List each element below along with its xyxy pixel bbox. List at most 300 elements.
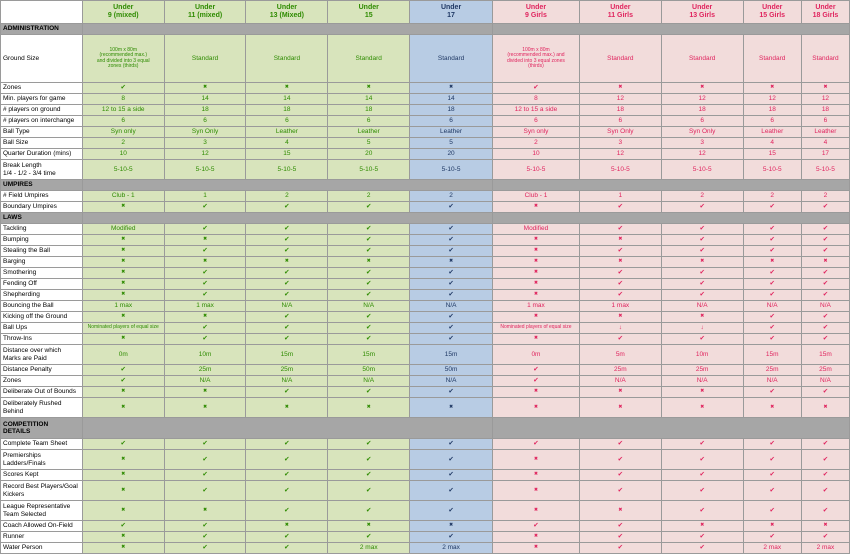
table-cell: 50m bbox=[410, 365, 493, 376]
check-icon: ✔ bbox=[492, 376, 579, 387]
table-cell: Standard bbox=[743, 35, 801, 83]
check-icon: ✔ bbox=[661, 481, 743, 501]
rules-table-body bbox=[1, 1, 850, 554]
table-cell: 25m bbox=[801, 365, 849, 376]
check-icon: ✔ bbox=[246, 543, 328, 554]
check-icon: ✔ bbox=[801, 202, 849, 213]
cross-icon: ✖ bbox=[410, 398, 493, 418]
row-label: Zones bbox=[1, 376, 83, 387]
table-cell: Club - 1 bbox=[82, 191, 164, 202]
check-icon: ✔ bbox=[743, 268, 801, 279]
row-label: Barging bbox=[1, 257, 83, 268]
cross-icon: ✖ bbox=[661, 83, 743, 94]
row-label: Bumping bbox=[1, 235, 83, 246]
table-cell: 12 bbox=[661, 149, 743, 160]
check-icon: ✔ bbox=[743, 202, 801, 213]
check-icon: ✔ bbox=[82, 83, 164, 94]
check-icon: ✔ bbox=[164, 532, 246, 543]
table-cell: Syn only bbox=[82, 127, 164, 138]
check-icon: ✔ bbox=[328, 202, 410, 213]
section-title: UMPIRES bbox=[1, 180, 83, 191]
table-cell: 5-10-5 bbox=[661, 160, 743, 180]
row-label: Complete Team Sheet bbox=[1, 439, 83, 450]
column-header: Under 9 Girls bbox=[492, 1, 579, 24]
check-icon: ✔ bbox=[579, 439, 661, 450]
cross-icon: ✖ bbox=[492, 257, 579, 268]
check-icon: ✔ bbox=[579, 279, 661, 290]
table-cell: N/A bbox=[579, 376, 661, 387]
check-icon: ✔ bbox=[801, 235, 849, 246]
cross-icon: ✖ bbox=[410, 83, 493, 94]
row-label: Fending Off bbox=[1, 279, 83, 290]
cross-icon: ✖ bbox=[82, 387, 164, 398]
table-cell: 18 bbox=[246, 105, 328, 116]
table-row bbox=[1, 105, 850, 116]
table-cell: 3 bbox=[579, 138, 661, 149]
table-cell: 8 bbox=[492, 94, 579, 105]
cross-icon: ✖ bbox=[164, 312, 246, 323]
check-icon: ✔ bbox=[246, 501, 328, 521]
cross-icon: ✖ bbox=[246, 83, 328, 94]
table-cell: 20 bbox=[328, 149, 410, 160]
row-label: Premierships Ladders/Finals bbox=[1, 450, 83, 470]
cross-icon: ✖ bbox=[328, 257, 410, 268]
cross-icon: ✖ bbox=[579, 501, 661, 521]
cross-icon: ✖ bbox=[410, 521, 493, 532]
table-cell: Standard bbox=[661, 35, 743, 83]
check-icon: ✔ bbox=[410, 268, 493, 279]
table-row bbox=[1, 149, 850, 160]
section-band bbox=[492, 213, 849, 224]
cross-icon: ✖ bbox=[82, 532, 164, 543]
check-icon: ✔ bbox=[492, 83, 579, 94]
section-band bbox=[492, 418, 849, 439]
table-cell: Leather bbox=[410, 127, 493, 138]
table-row bbox=[1, 301, 850, 312]
check-icon: ✔ bbox=[661, 279, 743, 290]
check-icon: ✔ bbox=[328, 235, 410, 246]
table-row bbox=[1, 279, 850, 290]
check-icon: ✔ bbox=[164, 543, 246, 554]
row-label: # players on ground bbox=[1, 105, 83, 116]
check-icon: ✔ bbox=[743, 387, 801, 398]
table-cell: 14 bbox=[328, 94, 410, 105]
table-cell: Standard bbox=[801, 35, 849, 83]
cross-icon: ✖ bbox=[82, 257, 164, 268]
table-row bbox=[1, 94, 850, 105]
table-cell: 25m bbox=[164, 365, 246, 376]
cross-icon: ✖ bbox=[492, 398, 579, 418]
table-row bbox=[1, 202, 850, 213]
table-row bbox=[1, 387, 850, 398]
column-header: Under 13 (Mixed) bbox=[246, 1, 328, 24]
cross-icon: ✖ bbox=[579, 257, 661, 268]
cross-icon: ✖ bbox=[801, 521, 849, 532]
check-icon: ✔ bbox=[164, 439, 246, 450]
check-icon: ✔ bbox=[328, 387, 410, 398]
check-icon: ✔ bbox=[246, 481, 328, 501]
table-cell: Modified bbox=[492, 224, 579, 235]
column-header: Under 15 Girls bbox=[743, 1, 801, 24]
check-icon: ✔ bbox=[164, 279, 246, 290]
cross-icon: ✖ bbox=[492, 268, 579, 279]
check-icon: ✔ bbox=[661, 450, 743, 470]
table-row bbox=[1, 268, 850, 279]
table-cell: 6 bbox=[328, 116, 410, 127]
table-row bbox=[1, 312, 850, 323]
cross-icon: ✖ bbox=[328, 521, 410, 532]
table-cell: 14 bbox=[410, 94, 493, 105]
table-cell: N/A bbox=[164, 376, 246, 387]
cross-icon: ✖ bbox=[743, 83, 801, 94]
table-cell: 5-10-5 bbox=[164, 160, 246, 180]
table-cell: Syn Only bbox=[164, 127, 246, 138]
cross-icon: ✖ bbox=[410, 257, 493, 268]
table-row bbox=[1, 191, 850, 202]
table-cell: 18 bbox=[579, 105, 661, 116]
table-cell: 6 bbox=[801, 116, 849, 127]
table-cell: 1 max bbox=[492, 301, 579, 312]
check-icon: ✔ bbox=[492, 521, 579, 532]
table-cell: Syn Only bbox=[661, 127, 743, 138]
check-icon: ✔ bbox=[246, 323, 328, 334]
check-icon: ✔ bbox=[579, 521, 661, 532]
cross-icon: ✖ bbox=[661, 398, 743, 418]
row-label: Ball Size bbox=[1, 138, 83, 149]
table-cell: 15m bbox=[328, 345, 410, 365]
row-label: Record Best Players/Goal Kickers bbox=[1, 481, 83, 501]
check-icon: ✔ bbox=[743, 334, 801, 345]
section-band bbox=[82, 213, 492, 224]
table-row bbox=[1, 224, 850, 235]
check-icon: ✔ bbox=[410, 439, 493, 450]
row-label: Coach Allowed On-Field bbox=[1, 521, 83, 532]
table-cell: N/A bbox=[410, 376, 493, 387]
table-cell: Nominated players of equal size bbox=[82, 323, 164, 334]
table-cell: 5-10-5 bbox=[328, 160, 410, 180]
check-icon: ✔ bbox=[410, 279, 493, 290]
row-label: League Representative Team Selected bbox=[1, 501, 83, 521]
check-icon: ✔ bbox=[743, 290, 801, 301]
check-icon: ✔ bbox=[801, 290, 849, 301]
check-icon: ✔ bbox=[82, 439, 164, 450]
check-icon: ✔ bbox=[801, 501, 849, 521]
table-cell: Standard bbox=[579, 35, 661, 83]
table-cell: 2 max bbox=[410, 543, 493, 554]
table-cell: 6 bbox=[661, 116, 743, 127]
check-icon: ✔ bbox=[743, 501, 801, 521]
check-icon: ✔ bbox=[328, 450, 410, 470]
table-row bbox=[1, 257, 850, 268]
check-icon: ✔ bbox=[492, 365, 579, 376]
table-cell: 18 bbox=[328, 105, 410, 116]
cross-icon: ✖ bbox=[492, 532, 579, 543]
section-band bbox=[82, 180, 492, 191]
cross-icon: ✖ bbox=[801, 257, 849, 268]
check-icon: ✔ bbox=[801, 334, 849, 345]
table-cell: 1 max bbox=[164, 301, 246, 312]
table-cell: N/A bbox=[661, 376, 743, 387]
table-cell: 10m bbox=[661, 345, 743, 365]
row-label: Kicking off the Ground bbox=[1, 312, 83, 323]
arrow-down-icon: ↓ bbox=[661, 323, 743, 334]
row-label: Deliberate Out of Bounds bbox=[1, 387, 83, 398]
table-row bbox=[1, 521, 850, 532]
check-icon: ✔ bbox=[661, 224, 743, 235]
section-title: COMPETITION DETAILS bbox=[1, 418, 83, 439]
check-icon: ✔ bbox=[801, 532, 849, 543]
table-cell: Syn Only bbox=[579, 127, 661, 138]
row-label: # players on interchange bbox=[1, 116, 83, 127]
check-icon: ✔ bbox=[579, 268, 661, 279]
cross-icon: ✖ bbox=[246, 257, 328, 268]
table-cell: 6 bbox=[579, 116, 661, 127]
check-icon: ✔ bbox=[801, 387, 849, 398]
table-cell: 0m bbox=[82, 345, 164, 365]
check-icon: ✔ bbox=[246, 202, 328, 213]
table-cell: 1 bbox=[164, 191, 246, 202]
table-cell: Syn only bbox=[492, 127, 579, 138]
section-band bbox=[82, 418, 492, 439]
check-icon: ✔ bbox=[328, 439, 410, 450]
section-header bbox=[1, 213, 850, 224]
table-cell: N/A bbox=[410, 301, 493, 312]
section-title: LAWS bbox=[1, 213, 83, 224]
arrow-down-icon: ↓ bbox=[579, 323, 661, 334]
table-cell: 18 bbox=[801, 105, 849, 116]
cross-icon: ✖ bbox=[492, 450, 579, 470]
cross-icon: ✖ bbox=[492, 334, 579, 345]
check-icon: ✔ bbox=[579, 224, 661, 235]
table-cell: 18 bbox=[164, 105, 246, 116]
check-icon: ✔ bbox=[579, 334, 661, 345]
check-icon: ✔ bbox=[246, 246, 328, 257]
check-icon: ✔ bbox=[328, 323, 410, 334]
table-row bbox=[1, 323, 850, 334]
check-icon: ✔ bbox=[246, 290, 328, 301]
check-icon: ✔ bbox=[164, 202, 246, 213]
check-icon: ✔ bbox=[246, 470, 328, 481]
check-icon: ✔ bbox=[410, 532, 493, 543]
table-row bbox=[1, 543, 850, 554]
cross-icon: ✖ bbox=[82, 450, 164, 470]
cross-icon: ✖ bbox=[164, 501, 246, 521]
row-label: Runner bbox=[1, 532, 83, 543]
check-icon: ✔ bbox=[743, 224, 801, 235]
check-icon: ✔ bbox=[246, 279, 328, 290]
section-band bbox=[492, 180, 849, 191]
check-icon: ✔ bbox=[328, 312, 410, 323]
check-icon: ✔ bbox=[410, 387, 493, 398]
cross-icon: ✖ bbox=[661, 257, 743, 268]
check-icon: ✔ bbox=[164, 470, 246, 481]
cross-icon: ✖ bbox=[82, 334, 164, 345]
check-icon: ✔ bbox=[164, 521, 246, 532]
table-cell: Standard bbox=[164, 35, 246, 83]
cross-icon: ✖ bbox=[801, 398, 849, 418]
check-icon: ✔ bbox=[328, 268, 410, 279]
cross-icon: ✖ bbox=[328, 83, 410, 94]
cross-icon: ✖ bbox=[164, 257, 246, 268]
check-icon: ✔ bbox=[246, 450, 328, 470]
table-row bbox=[1, 246, 850, 257]
cross-icon: ✖ bbox=[492, 246, 579, 257]
row-label: Shepherding bbox=[1, 290, 83, 301]
table-row bbox=[1, 160, 850, 180]
cross-icon: ✖ bbox=[579, 312, 661, 323]
check-icon: ✔ bbox=[743, 323, 801, 334]
cross-icon: ✖ bbox=[661, 521, 743, 532]
row-label: Break Length 1/4 - 1/2 - 3/4 time bbox=[1, 160, 83, 180]
table-cell: 6 bbox=[410, 116, 493, 127]
row-label: Tackling bbox=[1, 224, 83, 235]
row-label: Smothering bbox=[1, 268, 83, 279]
table-cell: Leather bbox=[801, 127, 849, 138]
table-cell: 5-10-5 bbox=[492, 160, 579, 180]
table-row bbox=[1, 235, 850, 246]
table-cell: 6 bbox=[246, 116, 328, 127]
check-icon: ✔ bbox=[661, 235, 743, 246]
check-icon: ✔ bbox=[410, 224, 493, 235]
check-icon: ✔ bbox=[164, 290, 246, 301]
table-cell: 6 bbox=[82, 116, 164, 127]
table-cell: N/A bbox=[328, 301, 410, 312]
check-icon: ✔ bbox=[246, 334, 328, 345]
table-row bbox=[1, 83, 850, 94]
row-label: Quarter Duration (mins) bbox=[1, 149, 83, 160]
section-header bbox=[1, 24, 850, 35]
check-icon: ✔ bbox=[328, 532, 410, 543]
table-row bbox=[1, 481, 850, 501]
check-icon: ✔ bbox=[661, 501, 743, 521]
table-cell: Leather bbox=[743, 127, 801, 138]
check-icon: ✔ bbox=[579, 450, 661, 470]
table-row bbox=[1, 127, 850, 138]
check-icon: ✔ bbox=[579, 246, 661, 257]
table-cell: Standard bbox=[410, 35, 493, 83]
table-cell: 12 bbox=[579, 149, 661, 160]
check-icon: ✔ bbox=[410, 450, 493, 470]
table-cell: 15m bbox=[246, 345, 328, 365]
table-row bbox=[1, 532, 850, 543]
table-cell: 18 bbox=[743, 105, 801, 116]
table-cell: 6 bbox=[164, 116, 246, 127]
cross-icon: ✖ bbox=[492, 543, 579, 554]
table-cell: 12 bbox=[164, 149, 246, 160]
cross-icon: ✖ bbox=[82, 398, 164, 418]
table-cell: 10 bbox=[492, 149, 579, 160]
table-cell: N/A bbox=[328, 376, 410, 387]
table-cell: 5-10-5 bbox=[410, 160, 493, 180]
table-cell: 5-10-5 bbox=[801, 160, 849, 180]
check-icon: ✔ bbox=[579, 532, 661, 543]
check-icon: ✔ bbox=[801, 439, 849, 450]
cross-icon: ✖ bbox=[82, 268, 164, 279]
table-cell: 5-10-5 bbox=[579, 160, 661, 180]
check-icon: ✔ bbox=[579, 543, 661, 554]
table-cell: 5 bbox=[410, 138, 493, 149]
cross-icon: ✖ bbox=[492, 387, 579, 398]
table-cell: 5-10-5 bbox=[743, 160, 801, 180]
table-cell: 12 to 15 a side bbox=[82, 105, 164, 116]
table-cell: 5-10-5 bbox=[246, 160, 328, 180]
table-cell: 100m x 80m (recommended max.) and divided into 3 equal zones (thirds) bbox=[82, 35, 164, 83]
cross-icon: ✖ bbox=[661, 312, 743, 323]
table-cell: 25m bbox=[579, 365, 661, 376]
cross-icon: ✖ bbox=[164, 398, 246, 418]
cross-icon: ✖ bbox=[743, 257, 801, 268]
table-row bbox=[1, 138, 850, 149]
table-row bbox=[1, 501, 850, 521]
check-icon: ✔ bbox=[246, 312, 328, 323]
table-row bbox=[1, 365, 850, 376]
row-label: Ball Type bbox=[1, 127, 83, 138]
table-cell: 10m bbox=[164, 345, 246, 365]
table-cell: 6 bbox=[492, 116, 579, 127]
check-icon: ✔ bbox=[246, 532, 328, 543]
cross-icon: ✖ bbox=[246, 398, 328, 418]
check-icon: ✔ bbox=[801, 279, 849, 290]
section-title: ADMINISTRATION bbox=[1, 24, 83, 35]
check-icon: ✔ bbox=[743, 235, 801, 246]
table-cell: N/A bbox=[743, 376, 801, 387]
row-label: Water Person bbox=[1, 543, 83, 554]
row-label: # Field Umpires bbox=[1, 191, 83, 202]
cross-icon: ✖ bbox=[743, 398, 801, 418]
cross-icon: ✖ bbox=[579, 83, 661, 94]
table-cell: 2 bbox=[246, 191, 328, 202]
table-row bbox=[1, 439, 850, 450]
table-cell: 0m bbox=[492, 345, 579, 365]
check-icon: ✔ bbox=[743, 450, 801, 470]
check-icon: ✔ bbox=[661, 246, 743, 257]
section-header bbox=[1, 180, 850, 191]
cross-icon: ✖ bbox=[82, 246, 164, 257]
check-icon: ✔ bbox=[328, 481, 410, 501]
table-row bbox=[1, 334, 850, 345]
table-cell: Standard bbox=[246, 35, 328, 83]
table-row bbox=[1, 345, 850, 365]
check-icon: ✔ bbox=[801, 246, 849, 257]
row-label: Zones bbox=[1, 83, 83, 94]
table-cell: 15m bbox=[801, 345, 849, 365]
cross-icon: ✖ bbox=[82, 235, 164, 246]
cross-icon: ✖ bbox=[82, 312, 164, 323]
cross-icon: ✖ bbox=[82, 543, 164, 554]
table-row bbox=[1, 116, 850, 127]
table-cell: 5-10-5 bbox=[82, 160, 164, 180]
cross-icon: ✖ bbox=[743, 521, 801, 532]
check-icon: ✔ bbox=[328, 290, 410, 301]
check-icon: ✔ bbox=[801, 312, 849, 323]
cross-icon: ✖ bbox=[328, 398, 410, 418]
table-cell: 25m bbox=[661, 365, 743, 376]
check-icon: ✔ bbox=[579, 202, 661, 213]
table-cell: 12 bbox=[743, 94, 801, 105]
table-cell: 18 bbox=[410, 105, 493, 116]
header-corner bbox=[1, 1, 83, 24]
column-header: Under 9 (mixed) bbox=[82, 1, 164, 24]
check-icon: ✔ bbox=[410, 202, 493, 213]
table-cell: 15 bbox=[246, 149, 328, 160]
cross-icon: ✖ bbox=[246, 521, 328, 532]
check-icon: ✔ bbox=[246, 224, 328, 235]
table-cell: 25m bbox=[743, 365, 801, 376]
check-icon: ✔ bbox=[164, 323, 246, 334]
table-cell: 14 bbox=[164, 94, 246, 105]
check-icon: ✔ bbox=[661, 334, 743, 345]
table-row bbox=[1, 35, 850, 83]
